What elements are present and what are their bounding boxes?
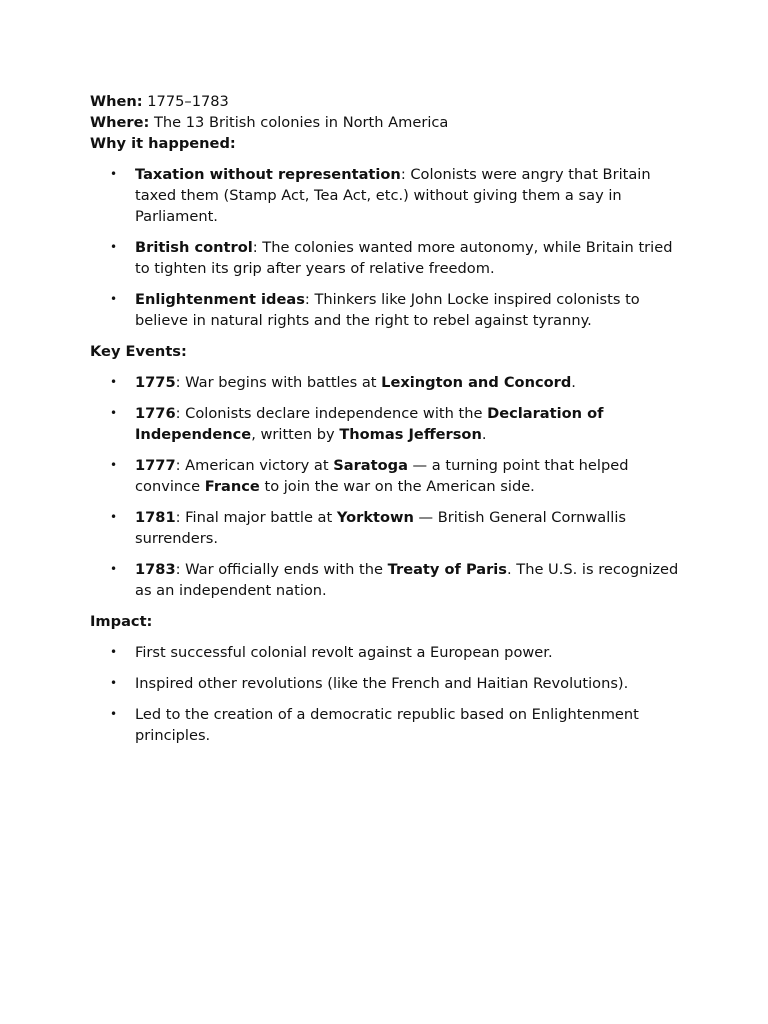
when-line xyxy=(90,91,680,112)
list-item: • Inspired other revolutions (like the French and Haitian Revolutions). xyxy=(110,675,629,692)
bullet-icon: • xyxy=(110,375,118,389)
where-line xyxy=(90,112,680,133)
bullet-icon: • xyxy=(110,676,118,690)
events-heading: Key Events: xyxy=(90,343,187,360)
list-item: • 1777: American victory at Saratoga — a turning point that helped convince France to join the war on the American side. xyxy=(110,457,629,495)
impact-list xyxy=(90,642,680,746)
bullet-icon: • xyxy=(110,167,118,181)
impact-heading: Impact: xyxy=(90,613,153,630)
list-item: • Led to the creation of a democratic republic based on Enlightenment principles. xyxy=(110,706,639,744)
events-list xyxy=(90,372,680,601)
bullet-icon: • xyxy=(110,707,118,721)
list-item: • 1781: Final major battle at Yorktown — British General Cornwallis surrenders. xyxy=(110,509,627,547)
bullet-icon: • xyxy=(110,562,118,576)
where-value: The 13 British colonies in North America xyxy=(149,114,449,131)
list-item: • British control: The colonies wanted more autonomy, while Britain tried to tighten its grip after years of relative freedom. xyxy=(110,239,673,277)
when-value: 1775–1783 xyxy=(142,93,229,110)
bullet-icon: • xyxy=(110,458,118,472)
why-list xyxy=(90,164,680,331)
bullet-icon: • xyxy=(110,510,118,524)
bullet-icon: • xyxy=(110,240,118,254)
when-label: When: xyxy=(90,93,143,110)
list-item: • Enlightenment ideas: Thinkers like John Locke inspired colonists to believe in natural rights and the right to rebel against tyranny. xyxy=(110,291,640,329)
list-item: • 1775: War begins with battles at Lexington and Concord. xyxy=(110,374,576,391)
bullet-icon: • xyxy=(110,406,118,420)
list-item: • Taxation without representation: Colonists were angry that Britain taxed them (Stamp Act, Tea Act, etc.) without giving them a say in Parliament. xyxy=(110,166,651,225)
document-page xyxy=(90,91,680,756)
why-heading: Why it happened: xyxy=(90,135,236,152)
bullet-icon: • xyxy=(110,292,118,306)
list-item: • 1776: Colonists declare independence with the Declaration of Independence, written by Thomas Jefferson. xyxy=(110,405,604,443)
bullet-icon: • xyxy=(110,645,118,659)
where-label: Where: xyxy=(90,114,150,131)
list-item: • First successful colonial revolt against a European power. xyxy=(110,644,553,661)
list-item: • 1783: War officially ends with the Treaty of Paris. The U.S. is recognized as an independent nation. xyxy=(110,561,679,599)
